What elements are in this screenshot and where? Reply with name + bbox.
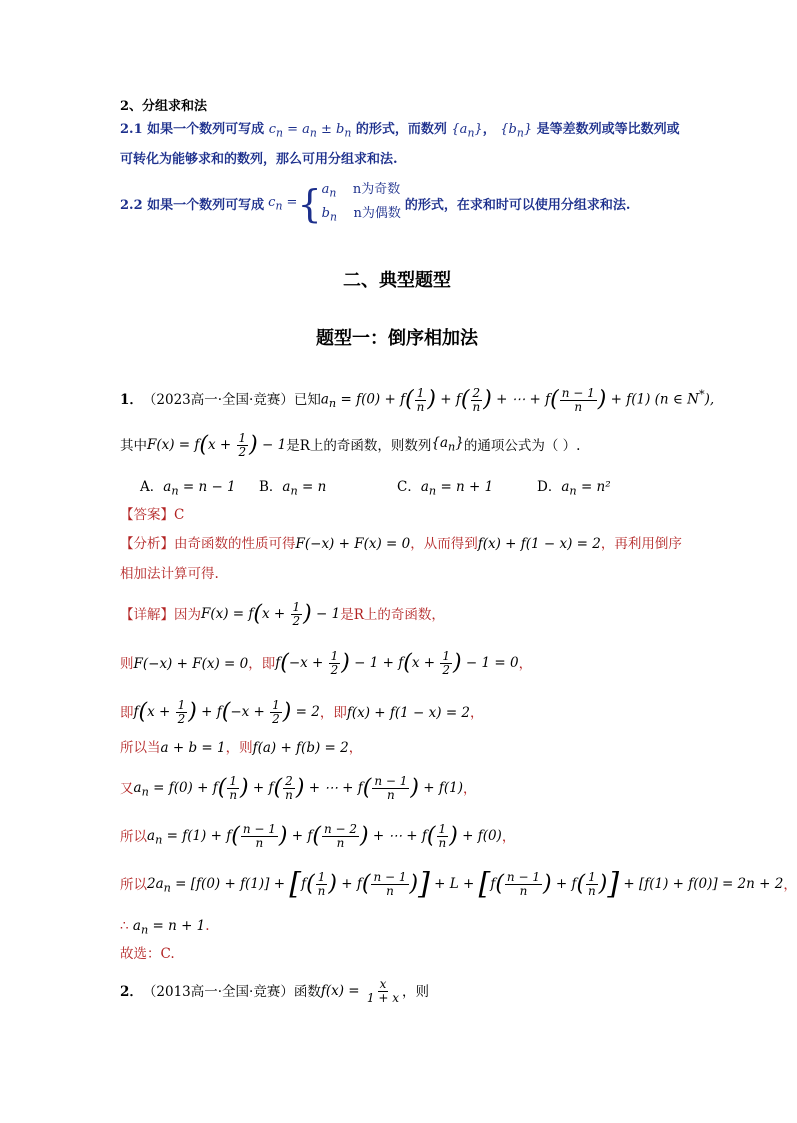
detail-line2: 则 F(−x) + F(x) = 0 ，即 f(−x + $\frac{1}{2}$ ) − 1 + f(x + $\frac{1}{2}$ ) − 1 = 0 ， (120, 649, 533, 677)
part-title-wrap (0, 266, 794, 292)
answer-line (120, 504, 184, 526)
p21-seq-a: $\{a_n\}$ (451, 122, 483, 140)
option-b: B．$a_n = n$ (259, 479, 327, 498)
option-c-label: C． (397, 479, 421, 495)
option-d-label: D． (537, 479, 562, 495)
option-d-text: = n² (580, 479, 611, 495)
detail-line1: 【详解】 因为 F(x) = f(x + $\frac{1}{2}$ ) − 1 是R上的奇函数， (120, 600, 445, 628)
p21-text-a: 2.1 如果一个数列可写成 (120, 122, 265, 137)
p22-text-a: 2.2 如果一个数列可写成 (120, 198, 265, 214)
d4-b: ，则 (225, 740, 253, 756)
d5-a: 又 (120, 781, 134, 798)
answer-tag: 【答案】 (120, 507, 174, 523)
d6-a: 所以 (120, 829, 147, 846)
p21-text-c: 是等差数列或等比数列或 (536, 122, 680, 137)
d7-a: 所以 (120, 877, 147, 894)
analysis-c: ，再利用倒序 (600, 536, 682, 552)
p22-text-b: 的形式，在求和时可以使用分组求和法. (404, 198, 631, 214)
detail-line3: 即 f(x + $\frac{1}{2}$ ) + f(−x + $\frac{1}{2}$ ) = 2 ，即 f(x) + f(1 − x) = 2 ， (120, 698, 484, 726)
q1-seq: $\{a_n\}$ (431, 435, 464, 454)
d2-a: 则 (120, 655, 134, 672)
q1-Fx: F(x) = f(x + $\frac{1}{2}$ ) − 1 (147, 431, 287, 459)
d3-a: 即 (120, 704, 134, 721)
option-a-label: A． (140, 479, 164, 495)
q1-line2-b: 是R上的奇函数，则数列 (286, 437, 432, 454)
analysis-b: ，从而得到 (410, 536, 478, 552)
part-title: 二、典型题型 (343, 270, 451, 291)
q1-formula: $a_n = f(0) + f$( $\frac{1}{n}$ ) + f( $\frac{2}{n}$ ) + ⋯ + f( $\frac{n - 1}{n}$ ) + f(1) (n ∈ N*), (320, 385, 715, 414)
q2-source: （2013高一·全国·竞赛） (142, 983, 294, 1000)
detail-line4: 所以当a + b = 1，则f(a) + f(b) = 2， (120, 740, 363, 756)
p22-lhs: $c_n$ = (268, 194, 298, 213)
p21-seq-b: $\{b_n\}$ (500, 122, 533, 140)
p22-cases: $a_n$ n为奇数 $b_n$ n为偶数 (321, 182, 401, 224)
p21-line2: 可转化为能够求和的数列，那么可用分组求和法. (120, 152, 398, 167)
option-a-text: = n − 1 (182, 479, 236, 495)
detail-line8: ∴ $a_n = n + 1$. (120, 918, 210, 937)
type-title: 题型一：倒序相加法 (316, 328, 478, 349)
q2-tail: ，则 (402, 983, 429, 1000)
detail-tag: 【详解】 (120, 606, 174, 623)
option-c-text: = n + 1 (440, 479, 494, 495)
answer-value: C (174, 507, 185, 523)
analysis-line1: 【分析】由奇函数的性质可得F(−x) + F(x) = 0，从而得到f(x) + f(1 − x) = 2，再利用倒序 (120, 536, 682, 552)
q2-intro: 函数 (293, 983, 321, 1000)
d2-b: ，即 (248, 655, 276, 672)
d4-a: 所以当 (120, 740, 161, 756)
detail-line7: 所以 $2a_n = [f(0) + f(1)] + [f$( $\frac{1}{n}$ ) + f( $\frac{n - 1}{n}$ )] + L + [f( $\frac{n - 1}{n}$ ) + f( $\frac{1}{n}$ )] + [f(1) + f(0)] = 2n + 2 ， (120, 866, 797, 902)
d3-b: ，即 (319, 704, 347, 721)
p22-case1: n为奇数 (352, 182, 401, 197)
detail-a: 因为 (174, 606, 201, 623)
detail-b: 是R上的奇函数， (340, 606, 445, 623)
q1-source: （2023高一·全国·竞赛） (142, 391, 294, 408)
p22-case2: n为偶数 (353, 205, 401, 221)
p21-formula: $c_n = a_n \pm b_n$ (268, 122, 352, 140)
q1-line2-c: 的通项公式为（ ）. (463, 437, 581, 454)
option-b-text: = n (302, 479, 327, 495)
detail-line5: 又 $a_n = f(0) + f$( $\frac{1}{n}$ ) + f( $\frac{2}{n}$ ) + ⋯ + f( $\frac{n - 1}{n}$ ) + f(1) ， (120, 774, 477, 802)
q2-line1 (120, 978, 429, 1005)
paragraph-2-1: 2.1 如果一个数列可写成 $c_n = a_n \pm b_n$ 的形式，而数列 $\{a_n\}$， $\{b_n\}$ 是等差数列或等比数列或 (120, 122, 680, 140)
option-b-label: B． (259, 479, 283, 495)
q1-line1 (120, 384, 714, 415)
p22-brace: { (297, 181, 322, 226)
option-a: A．$a_n = n - 1$ (140, 479, 236, 498)
type-title-wrap (0, 324, 794, 350)
p21-text-b: 的形式，而数列 (355, 122, 447, 137)
choose-line: 故选：C. (120, 946, 175, 962)
q1-number: 1． (120, 391, 143, 408)
analysis-line2: 相加法计算可得. (120, 566, 219, 582)
q1-line2-a: 其中 (120, 437, 147, 454)
option-d: D．$a_n = n^2$ (537, 479, 611, 498)
analysis-a: 由奇函数的性质可得 (174, 536, 296, 552)
analysis-tag: 【分析】 (120, 536, 174, 552)
option-c: C．$a_n = n + 1$ (397, 479, 494, 498)
q1-intro: 已知 (293, 391, 321, 408)
paragraph-2-2 (120, 180, 630, 227)
q1-line2 (120, 432, 580, 459)
q2-number: 2． (120, 983, 143, 1000)
detail-line6: 所以 $a_n = f(1) + f$( $\frac{n - 1}{n}$ ) + f( $\frac{n - 2}{n}$ ) + ⋯ + f( $\frac{1}{n}$ ) + f(0) ， (120, 822, 516, 850)
section-heading: 2、分组求和法 (120, 99, 208, 114)
q2-formula: f(x) = $\frac{x}{1 + x}$ (320, 977, 399, 1005)
d8-a: ∴ (120, 918, 129, 934)
